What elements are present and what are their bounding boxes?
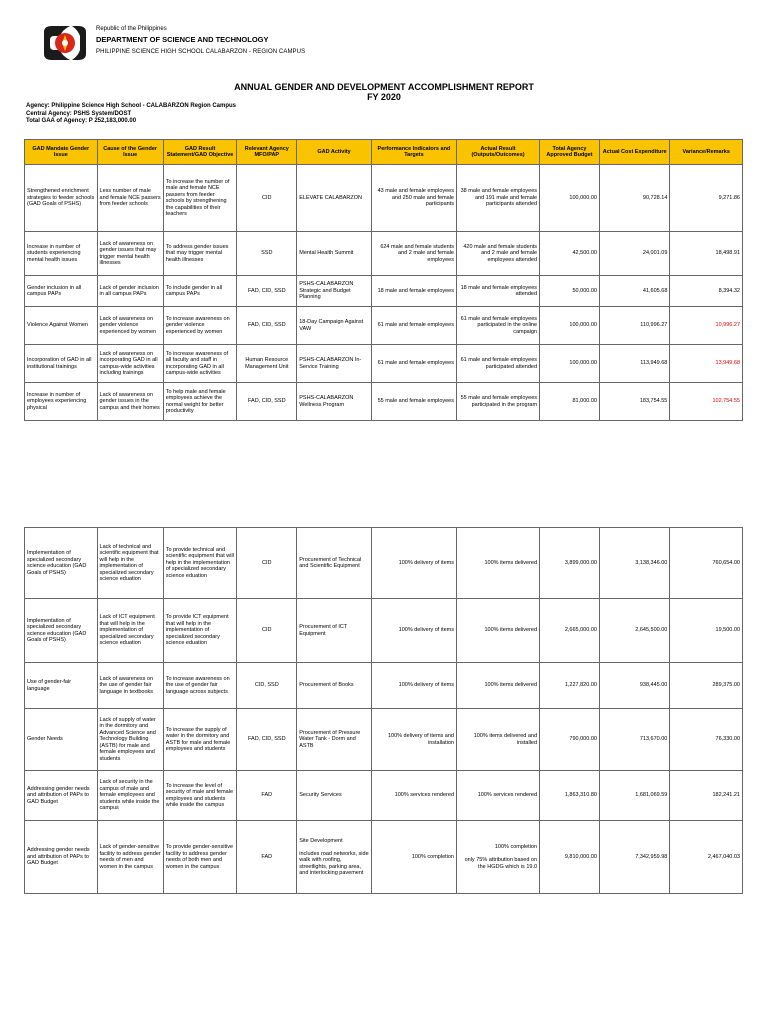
budget-cell: 2,665,000.00 xyxy=(540,599,600,663)
budget-cell: 3,899,000.00 xyxy=(540,528,600,599)
table-row xyxy=(25,383,743,421)
objective-cell: To increase the supply of water in the dormitory and ASTB for male and female employees and students xyxy=(163,709,237,771)
mfo-cell: FAD xyxy=(237,821,297,894)
cause-cell: Lack of ICT equipment that will help in the implementation of specialized secondary science eduation xyxy=(97,599,163,663)
result-cell: 100% completion only 75% attribution based on the HGDG which is 19.0 xyxy=(457,821,540,894)
cause-cell: Lack of security in the campus of male and female employees and students while inside the campus xyxy=(97,771,163,821)
gender-issue-cell: Implementation of specialized secondary science education (GAD Goals of PSHS) xyxy=(25,599,98,663)
variance-cell: 182,241.21 xyxy=(670,771,743,821)
objective-cell: To increase awareness on the use of gender fair language across subjects xyxy=(163,663,237,709)
objective-cell: To provide technical and scientific equipment that will help in the implementation of specialized secondary science eduation xyxy=(163,528,237,599)
cause-cell: Lack of awareness on the use of gender fair language in textbooks xyxy=(97,663,163,709)
expenditure-cell: 3,138,346.00 xyxy=(599,528,669,599)
mfo-cell: FAD xyxy=(237,771,297,821)
table-row xyxy=(25,165,743,232)
budget-cell: 100,000.00 xyxy=(540,345,600,383)
cause-cell: Lack of supply of water in the dormitory and Advanced Science and Technology Building (ASTB) for male and female employees and students xyxy=(97,709,163,771)
variance-cell: 18,498.91 xyxy=(670,232,743,276)
page-header xyxy=(40,24,740,64)
table-row xyxy=(25,528,743,599)
mfo-cell: FAD, CID, SSD xyxy=(237,709,297,771)
table-row xyxy=(25,232,743,276)
indicator-cell: 100% delivery of items xyxy=(371,528,456,599)
column-header: Cause of the Gender Issue xyxy=(97,140,163,165)
indicator-cell: 55 male and female employees xyxy=(371,383,456,421)
cause-cell: Lack of awareness on gender issues in the campus and their homes xyxy=(97,383,163,421)
table-row xyxy=(25,276,743,307)
gender-issue-cell: Gender Needs xyxy=(25,709,98,771)
central-agency-line: Central Agency: PSHS System/DOST xyxy=(26,110,132,117)
variance-cell: 760,654.00 xyxy=(670,528,743,599)
cause-cell: Lack of gender inclusion in all campus PAPs xyxy=(97,276,163,307)
budget-cell: 790,000.00 xyxy=(540,709,600,771)
variance-cell: 76,330.00 xyxy=(670,709,743,771)
result-cell: 61 male and female employees participated attended xyxy=(457,345,540,383)
budget-cell: 81,000.00 xyxy=(540,383,600,421)
budget-cell: 1,227,820.00 xyxy=(540,663,600,709)
mfo-cell: CID xyxy=(237,165,297,232)
gender-issue-cell: Addressing gender needs and attribution of PAPs to GAD Budget xyxy=(25,771,98,821)
result-cell: 100% items delivered and installed xyxy=(457,709,540,771)
result-cell: 61 male and female employees participated in the online campaign xyxy=(457,307,540,345)
variance-cell: 19,500.00 xyxy=(670,599,743,663)
activity-cell: Mental Health Summit xyxy=(297,232,372,276)
organization-block xyxy=(96,26,305,55)
expenditure-cell: 24,001.09 xyxy=(599,232,669,276)
cause-cell: Lack of technical and scientific equipment that will help in the implementation of specialized secondary science eduation xyxy=(97,528,163,599)
objective-cell: To help male and female employees achieve the normal weight for better productivity xyxy=(163,383,237,421)
indicator-cell: 624 male and female students and 2 male and female employees xyxy=(371,232,456,276)
budget-cell: 9,810,000.00 xyxy=(540,821,600,894)
expenditure-cell: 7,342,959.98 xyxy=(599,821,669,894)
column-header: Actual Cost Expenditure xyxy=(599,140,669,165)
indicator-cell: 100% services rendered xyxy=(371,771,456,821)
variance-cell: 9,271.86 xyxy=(670,165,743,232)
variance-cell: 8,394.32 xyxy=(670,276,743,307)
result-cell: 38 male and female employees and 191 male and female participants attended xyxy=(457,165,540,232)
indicator-cell: 100% completion xyxy=(371,821,456,894)
activity-cell: Security Services xyxy=(297,771,372,821)
result-cell: 18 male and female employees attended xyxy=(457,276,540,307)
cause-cell: Less number of male and female NCE passers from feeder schools xyxy=(97,165,163,232)
column-header: GAD Result Statement/GAD Objective xyxy=(163,140,237,165)
expenditure-cell: 1,681,069.59 xyxy=(599,771,669,821)
result-cell: 100% items delivered xyxy=(457,599,540,663)
expenditure-cell: 938,445.00 xyxy=(599,663,669,709)
variance-cell: 102,754.55 xyxy=(670,383,743,421)
expenditure-cell: 2,645,500.00 xyxy=(599,599,669,663)
mfo-cell: Human Resource Management Unit xyxy=(237,345,297,383)
objective-cell: To increase the number of male and female NCE passers from feeder schools by strengthening the capabilities of their teachers xyxy=(163,165,237,232)
report-year: FY 2020 xyxy=(367,92,401,102)
column-header: Total Agency Approved Budget xyxy=(540,140,600,165)
result-cell: 100% items delivered xyxy=(457,663,540,709)
indicator-cell: 100% delivery of items xyxy=(371,663,456,709)
budget-cell: 50,000.00 xyxy=(540,276,600,307)
table-row xyxy=(25,771,743,821)
expenditure-cell: 110,996.27 xyxy=(599,307,669,345)
gender-issue-cell: Increase in number of students experiencing mental health issues xyxy=(25,232,98,276)
indicator-cell: 100% delivery of items xyxy=(371,599,456,663)
gender-issue-cell: Use of gender-fair language xyxy=(25,663,98,709)
budget-cell: 100,000.00 xyxy=(540,307,600,345)
indicator-cell: 61 male and female employees xyxy=(371,345,456,383)
table-row xyxy=(25,821,743,894)
activity-cell: 18-Day Campaign Against VAW xyxy=(297,307,372,345)
variance-cell: 10,996.27 xyxy=(670,307,743,345)
activity-cell: Procurement of ICT Equipment xyxy=(297,599,372,663)
mfo-cell: CID xyxy=(237,528,297,599)
expenditure-cell: 183,754.55 xyxy=(599,383,669,421)
table-row xyxy=(25,345,743,383)
result-cell: 55 male and female employees participated in the program xyxy=(457,383,540,421)
department-name: DEPARTMENT OF SCIENCE AND TECHNOLOGY xyxy=(96,35,269,44)
table-row xyxy=(25,599,743,663)
gender-issue-cell: Incorporation of GAD in all institutional trainings xyxy=(25,345,98,383)
agency-info xyxy=(26,103,236,126)
pshs-logo-icon xyxy=(40,24,90,62)
budget-cell: 1,863,310.80 xyxy=(540,771,600,821)
variance-cell: 289,375.00 xyxy=(670,663,743,709)
expenditure-cell: 713,670.00 xyxy=(599,709,669,771)
mfo-cell: FAD, CID, SSD xyxy=(237,307,297,345)
column-header: Actual Result (Outputs/Outcomes) xyxy=(457,140,540,165)
objective-cell: To provide gender-sensitive facility to address gender needs of both men and women in the campus xyxy=(163,821,237,894)
activity-cell: ELEVATE CALABARZON xyxy=(297,165,372,232)
objective-cell: To provide ICT equipment that will help in the implementation of specialized secondary science eduation xyxy=(163,599,237,663)
gender-issue-cell: Gender inclusion in all campus PAPs xyxy=(25,276,98,307)
indicator-cell: 61 male and female employees xyxy=(371,307,456,345)
accomplishment-table-2 xyxy=(24,527,743,894)
cause-cell: Lack of gender-sensitive facility to address gender needs of men and women in the campus xyxy=(97,821,163,894)
mfo-cell: SSD xyxy=(237,232,297,276)
column-header: Relevant Agency MFO/PAP xyxy=(237,140,297,165)
expenditure-cell: 113,949.68 xyxy=(599,345,669,383)
activity-cell: PSHS-CALABARZON In-Service Training xyxy=(297,345,372,383)
column-header: Performance Indicators and Targets xyxy=(371,140,456,165)
table-header-row xyxy=(25,140,743,165)
result-cell: 100% services rendered xyxy=(457,771,540,821)
indicator-cell: 43 male and female employees and 250 male and female participants xyxy=(371,165,456,232)
gender-issue-cell: Implementation of specialized secondary science education (GAD Goals of PSHS) xyxy=(25,528,98,599)
column-header: GAD Activity xyxy=(297,140,372,165)
objective-cell: To increase awareness of all faculty and staff in incorporating GAD in all campus-wide activities xyxy=(163,345,237,383)
mfo-cell: CID xyxy=(237,599,297,663)
result-cell: 100% items delivered xyxy=(457,528,540,599)
activity-cell: Procurement of Books xyxy=(297,663,372,709)
column-header: Variance/Remarks xyxy=(670,140,743,165)
activity-cell: Procurement of Technical and Scientific Equipment xyxy=(297,528,372,599)
agency-line: Agency: Philippine Science High School - CALABARZON Region Campus xyxy=(26,103,237,109)
cause-cell: Lack of awareness on gender issues that may trigger mental health illnesses xyxy=(97,232,163,276)
expenditure-cell: 90,728.14 xyxy=(599,165,669,232)
table-row xyxy=(25,307,743,345)
budget-cell: 100,000.00 xyxy=(540,165,600,232)
table-row xyxy=(25,709,743,771)
cause-cell: Lack of awareness on incorporating GAD in all campus-wide activities including trainings xyxy=(97,345,163,383)
mfo-cell: FAD, CID, SSD xyxy=(237,383,297,421)
activity-cell: Site Development includes road networks, side walk with roofing, streetlights, parking area, and interlocking pavement xyxy=(297,821,372,894)
objective-cell: To address gender issues that may trigger mental health illnesses xyxy=(163,232,237,276)
variance-cell: 2,467,040.03 xyxy=(670,821,743,894)
mfo-cell: FAD, CID, SSD xyxy=(237,276,297,307)
report-title: ANNUAL GENDER AND DEVELOPMENT ACCOMPLISHMENT REPORT xyxy=(234,82,534,92)
gender-issue-cell: Strengthened enrichment strategies to feeder schools (GAD Goals of PSHS) xyxy=(25,165,98,232)
republic-label: Republic of the Philippines xyxy=(96,26,167,32)
objective-cell: To increase awareness on gender violence experienced by women xyxy=(163,307,237,345)
objective-cell: To include gender in all campus PAPs xyxy=(163,276,237,307)
activity-cell: PSHS-CALABARZON Wellness Program xyxy=(297,383,372,421)
gender-issue-cell: Violence Against Women xyxy=(25,307,98,345)
variance-cell: 13,949.68 xyxy=(670,345,743,383)
objective-cell: To increase the level of security of male and female employees and students while inside the campus xyxy=(163,771,237,821)
expenditure-cell: 41,605.68 xyxy=(599,276,669,307)
cause-cell: Lack of awareness on gender violence experienced by women xyxy=(97,307,163,345)
table-row xyxy=(25,663,743,709)
gender-issue-cell: Addressing gender needs and attribution of PAPs to GAD Budget xyxy=(25,821,98,894)
accomplishment-table-1 xyxy=(24,139,743,421)
budget-cell: 42,500.00 xyxy=(540,232,600,276)
indicator-cell: 18 male and female employees xyxy=(371,276,456,307)
indicator-cell: 100% delivery of items and installation xyxy=(371,709,456,771)
result-cell: 420 male and female students and 2 male and female employees attended xyxy=(457,232,540,276)
mfo-cell: CID, SSD xyxy=(237,663,297,709)
activity-cell: PSHS-CALABARZON Strategic and Budget Planning xyxy=(297,276,372,307)
gender-issue-cell: Increase in number of employees experiencing physical xyxy=(25,383,98,421)
column-header: GAD Mandate Gender Issue xyxy=(25,140,98,165)
activity-cell: Procurement of Pressure Water Tank - Dorm and ASTB xyxy=(297,709,372,771)
total-gaa-line: Total GAA of Agency: P 252,183,000.00 xyxy=(26,118,137,124)
school-name: PHILIPPINE SCIENCE HIGH SCHOOL CALABARZON - REGION CAMPUS xyxy=(96,49,306,55)
